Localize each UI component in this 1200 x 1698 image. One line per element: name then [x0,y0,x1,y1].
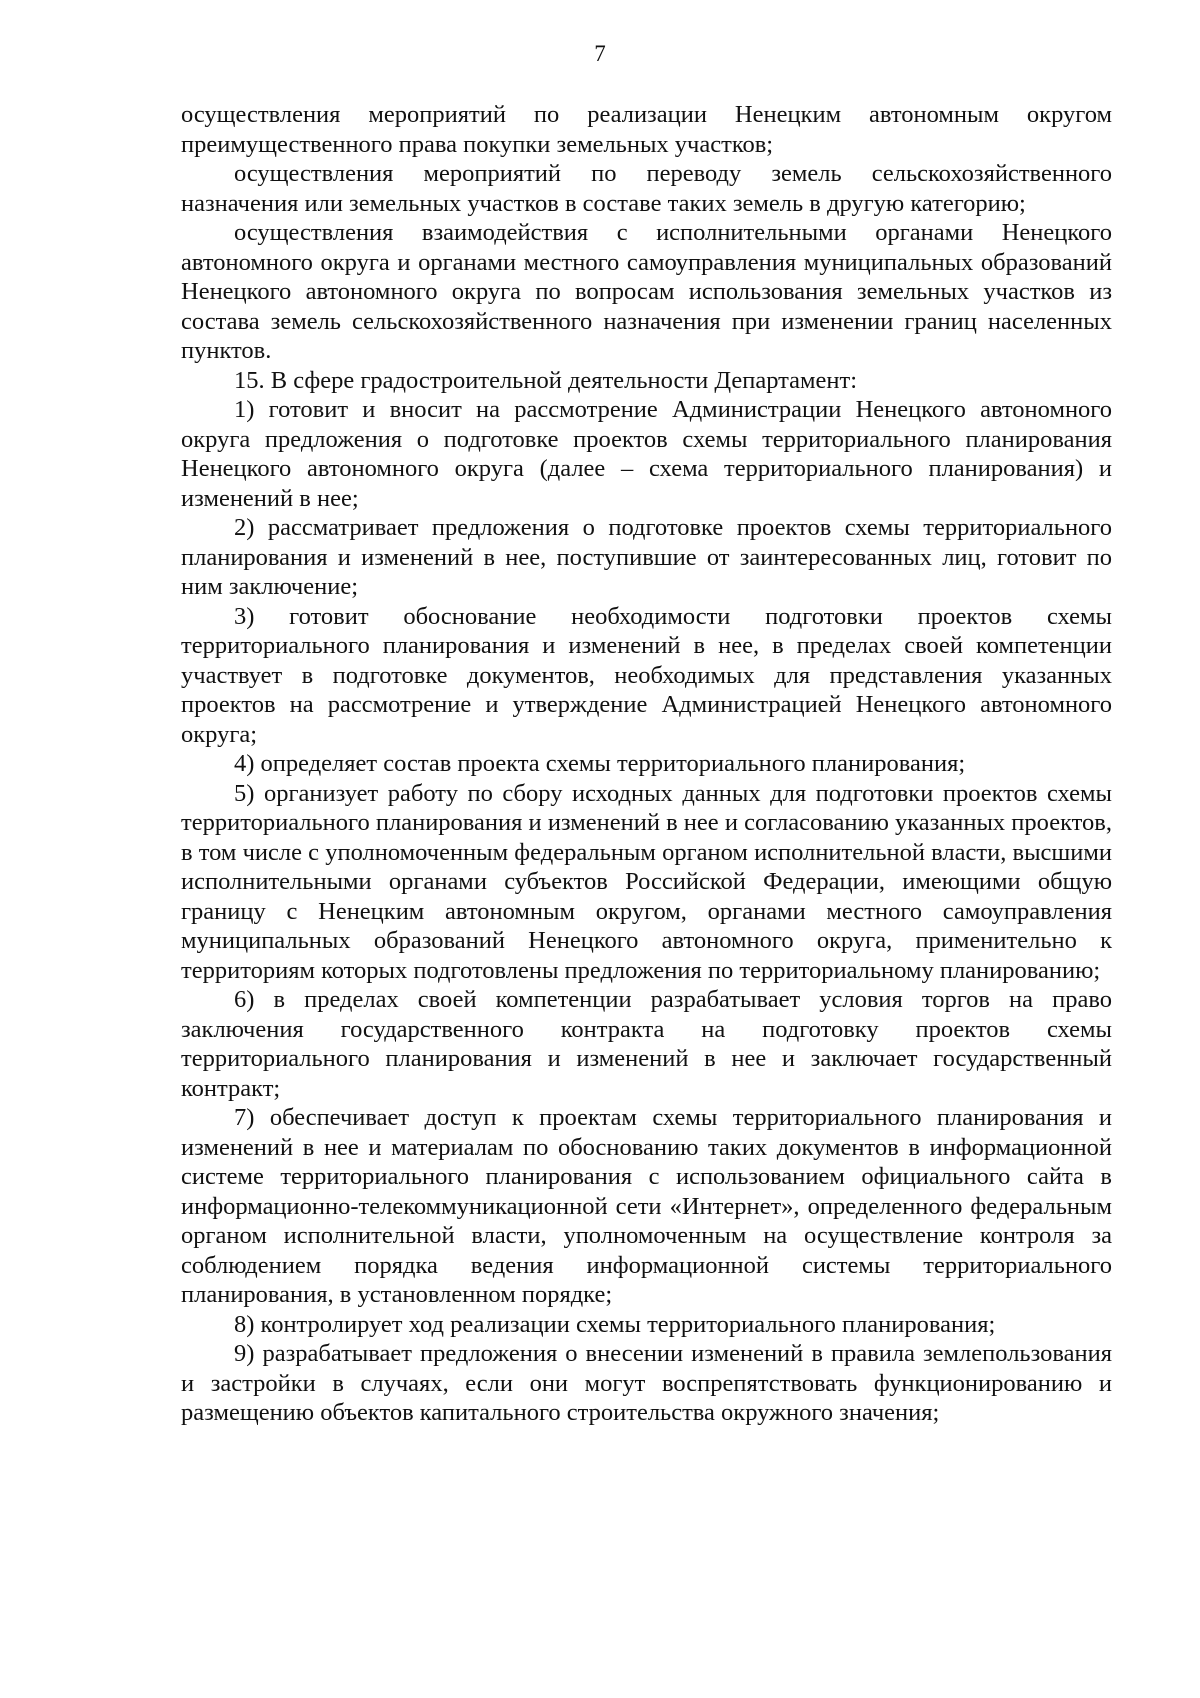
list-item: 8) контролирует ход реализации схемы территориального планирования; [234,1310,996,1338]
list-item: 3) готовит обоснование необходимости подготовки проектов схемы территориального планирования и изменений в нее, в пределах своей компетенции участвует в подготовке документов, необходимых для представления указанных проектов на рассмотрение и утверждение Администрацией Ненецкого автономного округа; [181,602,1112,748]
list-item: 9) разрабатывает предложения о внесении изменений в правила землепользования и застройки в случаях, если они могут воспрепятствовать функционированию и размещению объектов капитального строительства окружного значения; [181,1340,1112,1426]
list-item: 5) организует работу по сбору исходных данных для подготовки проектов схемы территориального планирования и изменений в нее и согласованию указанных проектов, в том числе с уполномоченным федеральным органом исполнительной власти, высшими исполнительными органами субъектов Российской Федерации, имеющими общую границу с Ненецким автономным округом, органами местного самоуправления муниципальных образований Ненецкого автономного округа, применительно к территориям которых подготовлены предложения по территориальному планированию; [181,779,1112,984]
paragraph: осуществления мероприятий по переводу земель сельскохозяйственного назначения или земельных участков в составе таких земель в другую категорию; [181,160,1112,217]
list-item: 6) в пределах своей компетенции разрабатывает условия торгов на право заключения государственного контракта на подготовку проектов схемы территориального планирования и изменений в нее и заключает государственный контракт; [181,986,1112,1102]
paragraph: осуществления взаимодействия с исполнительными органами Ненецкого автономного округа и органами местного самоуправления муниципальных образований Ненецкого автономного округа по вопросам использования земельных участков из состава земель сельскохозяйственного назначения при изменении границ населенных пунктов. [181,219,1112,364]
document-body [181,100,1112,1428]
section-heading: 15. В сфере градостроительной деятельности Департамент: [234,366,858,394]
list-item: 7) обеспечивает доступ к проектам схемы территориального планирования и изменений в нее и материалам по обоснованию таких документов в информационной системе территориального планирования с использованием официального сайта в информационно-телекоммуникационной сети «Интернет», определенного федеральным органом исполнительной власти, уполномоченным на осуществление контроля за соблюдением порядка ведения информационной системы территориального планирования, в установленном порядке; [181,1104,1112,1308]
page-number: 7 [594,41,606,66]
list-item: 2) рассматривает предложения о подготовке проектов схемы территориального планирования и изменений в нее, поступившие от заинтересованных лиц, готовит по ним заключение; [181,514,1112,600]
list-item: 4) определяет состав проекта схемы территориального планирования; [234,750,966,777]
list-item: 1) готовит и вносит на рассмотрение Администрации Ненецкого автономного округа предложения о подготовке проектов схемы территориального планирования Ненецкого автономного округа (далее – схема территориального планирования) и изменений в нее; [181,396,1112,512]
paragraph: осуществления мероприятий по реализации Ненецким автономным округом преимущественного права покупки земельных участков; [181,101,1112,158]
